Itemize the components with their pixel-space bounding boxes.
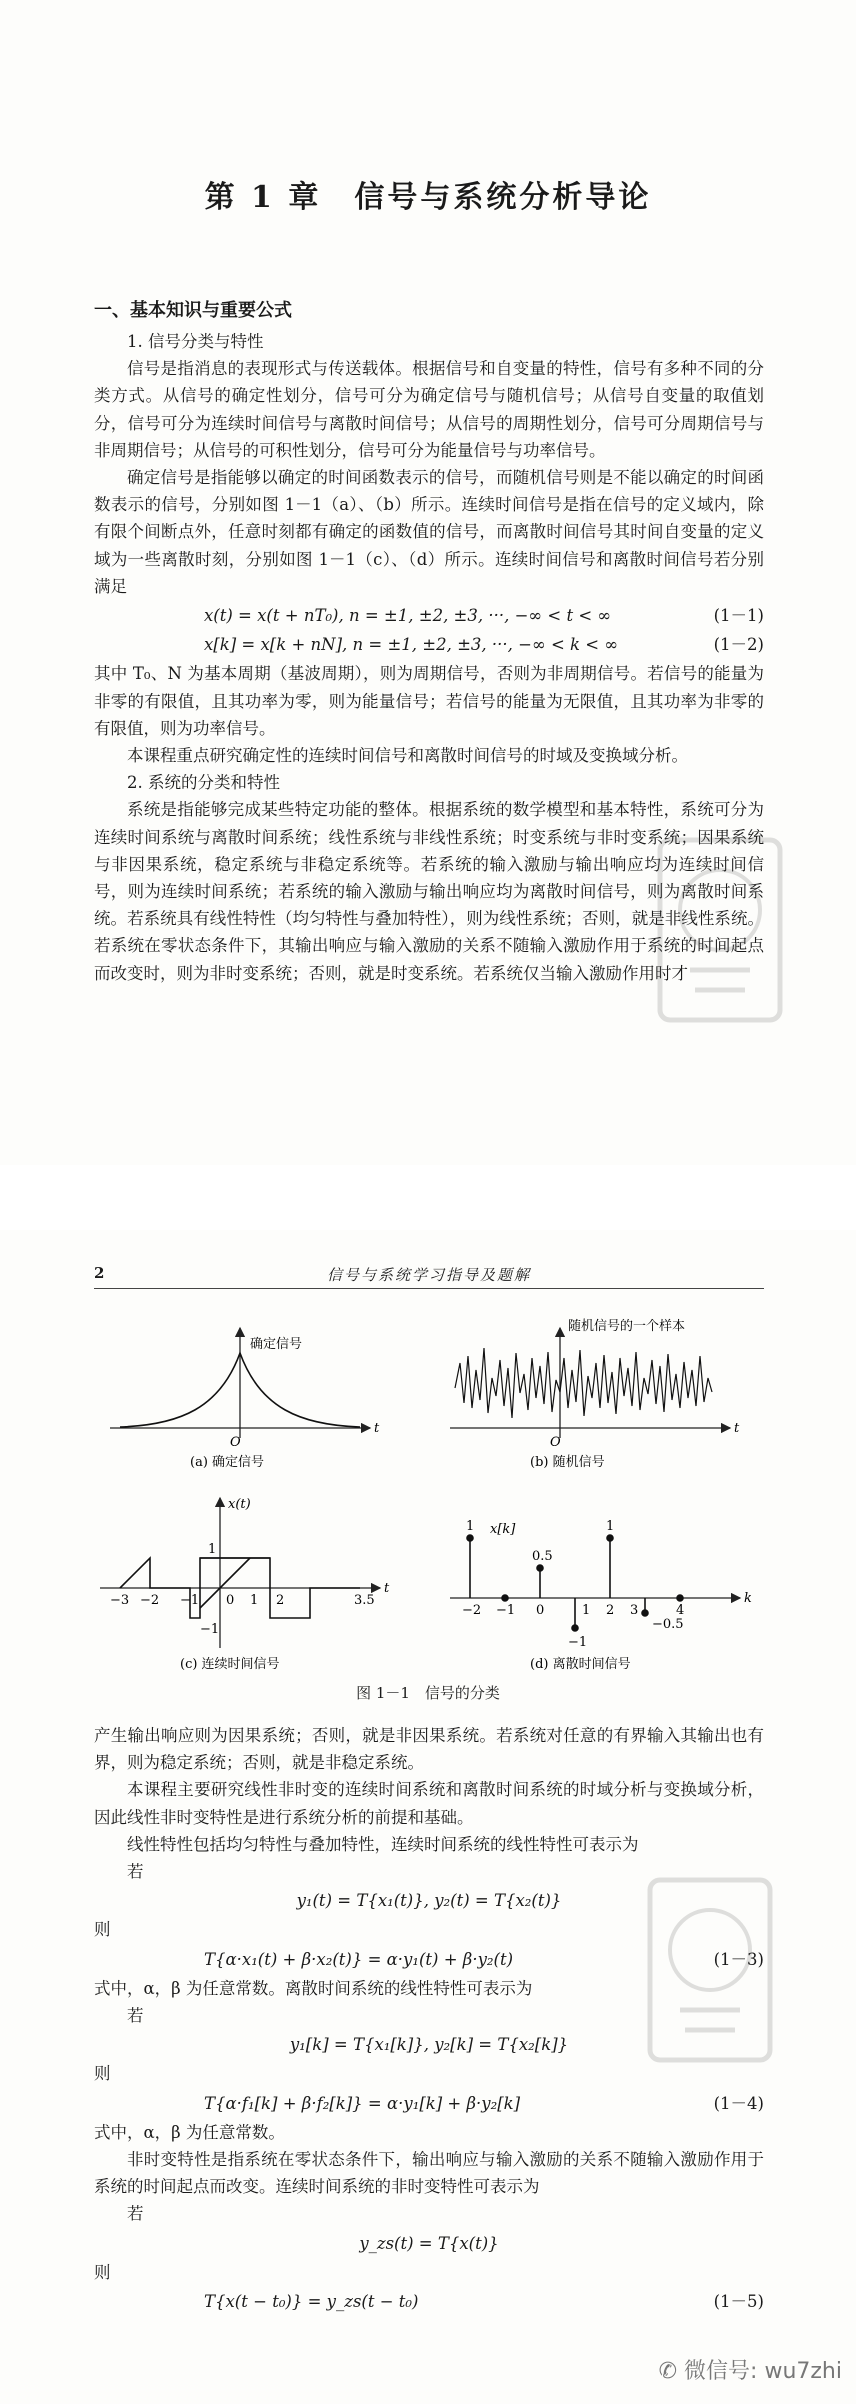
axis-t-label: t xyxy=(374,1421,380,1436)
tick-c-3: 0 xyxy=(226,1593,235,1608)
paragraph: 本课程重点研究确定性的连续时间信号和离散时间信号的时域及变换域分析。 xyxy=(127,746,688,766)
keyword-if: 若 xyxy=(127,2006,144,2026)
equation-expression: y_zs(t) = T{x(t)} xyxy=(359,2233,499,2253)
tick-d-5: 3 xyxy=(630,1603,639,1618)
paragraph: 式中，α，β 为任意常数。离散时间系统的线性特性可表示为 xyxy=(94,1978,533,1998)
tick-c-2: −1 xyxy=(180,1593,200,1608)
tick-d-4: 2 xyxy=(606,1603,615,1618)
origin-label: O xyxy=(550,1435,561,1450)
value-neg-one: −1 xyxy=(200,1622,220,1637)
equation-1-4 xyxy=(94,2090,764,2117)
value-d-2: 1 xyxy=(606,1519,615,1534)
value-one: 1 xyxy=(208,1542,217,1557)
value-d-3: −0.5 xyxy=(652,1617,684,1632)
subfigure-b xyxy=(450,1318,740,1470)
library-stamp-graphic xyxy=(640,1870,780,2070)
section-title: 一、基本知识与重要公式 xyxy=(94,300,292,321)
subfigure-a xyxy=(110,1328,380,1470)
equation-expression: T{α·x₁(t) + β·x₂(t)} = α·y₁(t) + β·y₂(t) xyxy=(204,1949,514,1969)
equation-number: (1－3) xyxy=(713,1949,764,1969)
equation-expression: T{x(t − t₀)} = y_zs(t − t₀) xyxy=(204,2292,419,2312)
axis-t-label: t xyxy=(734,1421,740,1436)
subfigure-d-caption: (d) 离散时间信号 xyxy=(530,1657,631,1672)
wechat-icon: ✆ xyxy=(658,2359,685,2384)
tick-c-0: −3 xyxy=(110,1593,130,1608)
document-page-2 xyxy=(0,1230,856,2404)
signal-c-label: x(t) xyxy=(228,1497,251,1512)
figure-caption: 图 1－1 信号的分类 xyxy=(356,1684,500,1702)
subsection-title-2: 2. 系统的分类和特性 xyxy=(127,773,280,793)
keyword-if: 若 xyxy=(127,2204,144,2224)
tick-d-3: 1 xyxy=(582,1603,591,1618)
figure-1-1 xyxy=(90,1308,770,1678)
tick-c-5: 2 xyxy=(276,1593,285,1608)
equation-expression: y₁[k] = T{x₁[k]}, y₂[k] = T{x₂[k]} xyxy=(289,2035,569,2055)
equation-1-1 xyxy=(94,602,764,629)
tick-d-6: 4 xyxy=(676,1603,685,1618)
equation-number: (1－2) xyxy=(713,635,764,655)
signal-d-label: x[k] xyxy=(490,1522,516,1537)
subfigure-c-caption: (c) 连续时间信号 xyxy=(180,1657,280,1672)
tick-c-4: 1 xyxy=(250,1593,259,1608)
paragraph: 式中，α，β 为任意常数。 xyxy=(94,2122,285,2142)
subfigure-d xyxy=(450,1519,752,1672)
paragraph: 本课程主要研究线性非时变的连续时间系统和离散时间系统的时域分析与变换域分析，因此线性非时变特性是进行系统分析的前提和基础。 xyxy=(94,1780,764,1827)
wechat-watermark xyxy=(659,2354,842,2385)
equation-number: (1－5) xyxy=(713,2292,764,2312)
equation-expression: y₁(t) = T{x₁(t)}, y₂(t) = T{x₂(t)} xyxy=(296,1891,562,1911)
axis-t-label: t xyxy=(384,1581,390,1596)
paragraph: 线性特性包括均匀特性与叠加特性，连续时间系统的线性特性可表示为 xyxy=(127,1834,639,1854)
paragraph: 信号是指消息的表现形式与传送载体。根据信号和自变量的特性，信号有多种不同的分类方式。从信号的确定性划分，信号可分为确定信号与随机信号；从信号自变量的取值划分，信号可分为连续时间信号与离散时间信号；从信号的周期性划分，信号可分周期信号与非周期信号；从信号的可积性划分，信号可分为能量信号与功率信号。 xyxy=(94,359,764,460)
running-header xyxy=(94,1264,764,1289)
paragraph: 产生输出响应则为因果系统；否则，就是非因果系统。若系统对任意的有界输入其输出也有界，则为稳定系统；否则，就是非稳定系统。 xyxy=(94,1726,764,1773)
subfigure-b-caption: (b) 随机信号 xyxy=(530,1455,605,1470)
value-d-1: 0.5 xyxy=(532,1549,553,1564)
equation-1-2 xyxy=(94,631,764,658)
tick-c-6: 3.5 xyxy=(354,1593,375,1608)
value-d-4: −1 xyxy=(568,1635,588,1650)
subsection-title-1: 1. 信号分类与特性 xyxy=(127,332,264,351)
tick-d-2: 0 xyxy=(536,1603,545,1618)
keyword-then: 则 xyxy=(94,1920,111,1940)
equation-expression: x(t) = x(t + nT₀), n = ±1, ±2, ±3, ···, −∞ < t < ∞ xyxy=(204,606,612,626)
origin-label: O xyxy=(230,1435,241,1450)
equation-1-5 xyxy=(94,2288,764,2315)
watermark-text: 微信号: wu7zhi xyxy=(684,2359,842,2384)
running-header-title: 信号与系统学习指导及题解 xyxy=(326,1266,531,1284)
equation-number: (1－1) xyxy=(713,606,764,626)
keyword-then: 则 xyxy=(94,2064,111,2084)
subfigure-a-label: 确定信号 xyxy=(250,1337,303,1352)
tick-d-0: −2 xyxy=(462,1603,482,1618)
subfigure-c xyxy=(100,1497,390,1672)
equation-number: (1－4) xyxy=(713,2093,764,2113)
axis-k-label: k xyxy=(744,1591,752,1606)
value-d-0: 1 xyxy=(466,1519,475,1534)
equation-expression: x[k] = x[k + nN], n = ±1, ±2, ±3, ···, −∞ < k < ∞ xyxy=(204,635,619,655)
keyword-if: 若 xyxy=(127,1862,144,1882)
page-number: 2 xyxy=(94,1264,105,1282)
keyword-then: 则 xyxy=(94,2262,111,2282)
document-page-1 xyxy=(0,0,856,1165)
paragraph: 系统是指能够完成某些特定功能的整体。根据系统的数学模型和基本特性，系统可分为连续时间系统与离散时间系统；线性系统与非线性系统；时变系统与非时变系统；因果系统与非因果系统，稳定系统与非稳定系统等。若系统的输入激励与输出响应均为连续时间信号，则为连续时间系统；若系统的输入激励与输出响应均为离散时间信号，则为离散时间系统。若系统具有线性特性（均匀特性与叠加特性），则为线性系统；否则，就是非线性系统。若系统在零状态条件下，其输出响应与输入激励的关系不随输入激励作用于系统的时间起点而改变时，则为非时变系统；否则，就是时变系统。若系统仅当输入激励作用时才 xyxy=(94,800,764,983)
tick-c-1: −2 xyxy=(140,1593,160,1608)
equation-timeinv-premise xyxy=(94,2230,764,2257)
library-stamp-graphic xyxy=(650,830,790,1030)
chapter-title: 第 1 章 信号与系统分析导论 xyxy=(204,180,652,215)
paragraph: 确定信号是指能够以确定的时间函数表示的信号，而随机信号则是不能以确定的时间函数表示的信号，分别如图 1－1（a）、（b）所示。连续时间信号是指在信号的定义域内，除有限个间断点外，任意时刻都有确定的函数值的信号，而离散时间信号其时间自变量的定义域为一些离散时刻，分别如图 1－1（c）、（d）所示。连续时间信号和离散时间信号若分别满足 xyxy=(94,468,764,596)
subfigure-b-label: 随机信号的一个样本 xyxy=(568,1319,686,1334)
subfigure-a-caption: (a) 确定信号 xyxy=(190,1455,265,1470)
tick-d-1: −1 xyxy=(496,1603,516,1618)
equation-expression: T{α·f₁[k] + β·f₂[k]} = α·y₁[k] + β·y₂[k] xyxy=(204,2093,521,2113)
paragraph: 非时变特性是指系统在零状态条件下，输出响应与输入激励的关系不随输入激励作用于系统的时间起点而改变。连续时间系统的非时变特性可表示为 xyxy=(94,2150,764,2197)
paragraph: 其中 T₀、N 为基本周期（基波周期），则为周期信号，否则为非周期信号。若信号的能量为非零的有限值，且其功率为零，则为能量信号；若信号的能量为无限值，且其功率为非零的有限值，则为功率信号。 xyxy=(94,664,764,738)
